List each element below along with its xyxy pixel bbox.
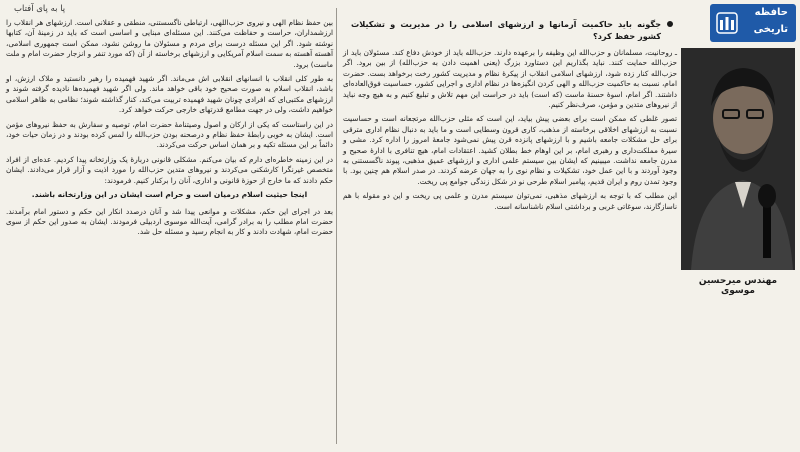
bullet-icon	[667, 21, 673, 27]
logo-text-line2: تاریخی	[753, 24, 788, 35]
column-divider	[336, 8, 337, 444]
running-head: پا به پای آفتاب	[14, 4, 66, 14]
question-text: جگونه باید حاکمیت آرمانها و ارزشهای اسلامی را در مدیریت و تشکیلات کشور حفظ کرد؟	[351, 19, 661, 41]
left-column-body	[6, 18, 333, 242]
photo-caption: مهندس میرحسین موسوی	[698, 276, 778, 296]
left-paragraph: در این راستاست که یکی از ارکان و اصول وصیتنامهٔ حضرت امام، توصیه و سفارش به حفظ نیروهای مؤمن است. ایشان به خوبی رابطهٔ حفظ نظام و درصحنه بودن حزب‌الله را لمس کرده بودند و در زمان حیات خود، دائماً بر این مسئله تکیه و بر همان اساس حرکت می‌کردند.	[6, 119, 333, 150]
left-paragraph: در این زمینه خاطره‌ای دارم که بیان می‌کنم. مشکلی قانونی دربارهٔ یک وزارتخانه پیدا کردیم. عده‌ای از افراد متخصص غیرنگرا کارشکنی می‌کردند و نیروهای متدین حزب‌الله را مورد اذیت و آزار قرار می‌دادند. ایشان حکم دادند که ما خارج از حوزهٔ قانونی و اداری، آنان را برکنار کنیم. فرمودند:	[6, 154, 333, 185]
imam-quote: اینجا حیثیت اسلام درمیان است و حرام است ایشان در این وزارتخانه باشند.	[31, 190, 308, 200]
right-paragraph: تصور غلطی که ممکن است برای بعضی پیش بیاید، این است که مثلی حزب‌الله مرتجعانه است و حساسیت نسبت به ارزشهای اخلاقی برخاسته از مذهب، کاری قرون وسطایی است و ما باید به دنبال نظام اداری مترقی برای حل مشکلات جامعه باشیم و با ارزشهای پانزده قرن پیش نمی‌شود جامعهٔ امروز را اداره کرد. مشی و سیرهٔ مملکت‌داری و رهبری امام، بر این اوهام خط بطلان کشید. اعتقادات امام، هیچ تنافری با ادارهٔ صحیح و مدرن جامعه نداشت. میبینیم که ایشان بین سیستم علمی اداری و ارزشهای عمیق مذهبی، پیوند ناگسستنی به وجود آوردند و با این عمل خود، تشکیلات و نظام نوی را به جهان عرضه کردند. در صدر اسلام هم چنین بود. با وجود تمدن روم و ایران قدیم، پیامبر اسلام طرحی نو در شکل زندگی جوامع پی ریخت.	[343, 114, 677, 186]
right-column-body	[343, 48, 677, 212]
interview-question	[351, 18, 673, 42]
logo-mark-icon	[716, 12, 738, 34]
left-text-column	[6, 4, 333, 448]
left-paragraph: بین حفظ نظام الهی و نیروی حزب‌اللهی، ارتباطی ناگسستنی، منطقی و عقلانی است. ارزشهای هر انقلاب را ارزشمداران، حراست و حفاظت می‌کنند. این مسئله‌ای مبنایی و اساسی است که باید در زمینهٔ آن، کتابها نوشته شود. اگر این مسئله درست برای مردم و مسئولان ما روشن نشود، ممکن است جمهوری اسلامی، آهسته آهسته به سمت اسلام آمریکایی و ارزشهای برخاسته از آن (که مورد تنفر و انزجار حضرت امام و ملت ماست) برود.	[6, 18, 333, 69]
right-text-column	[343, 4, 677, 448]
left-paragraph: به طور کلی انقلاب با انسانهای انقلابی اش می‌ماند. اگر شهید فهمیده را رهبر دانستید و ملاک ارزش، او باشد، انقلاب اسلام به صورت صحیح خود باقی خواهد ماند. ولی اگر شهید فهمیده‌ها نادیده گرفته شوند و ارزشهای مکتبی‌ای که افرادی چونان شهید فهمیده تربیت می‌کند، کنار گذاشته شوند؛ نظامی به ظاهر اسلامی خواهیم داشت، ولی در جهت مطامع قدرتهای خارجی حرکت خواهد کرد.	[6, 74, 333, 115]
logo-text-line1: حافظه	[754, 7, 788, 18]
left-paragraph: بعد در اجرای این حکم، مشکلات و موانعی پیدا شد و آنان درصدد انکار این حکم و دستور امام برآمدند. حضرت امام مطلب را به برادر گرامی، آیت‌الله موسوی اردبیلی فرمودند. ایشان به صدور این حکم از سوی حضرت امام، شهادت دادند و کار به انجام رسید و مسئله حل شد.	[6, 206, 333, 237]
site-logo	[710, 4, 796, 42]
portrait-photo	[681, 48, 795, 270]
portrait-illustration	[681, 48, 795, 270]
right-paragraph: این مطلب که با توجه به ارزشهای مذهبی، نمی‌توان سیستم مدرن و علمی پی ریخت و این دو مقوله با هم ناسازگارند، سوغاتی غربی و برداشتی اسلام ناشناسانه است.	[343, 191, 677, 211]
portrait-column	[681, 48, 795, 448]
right-paragraph: ـ روحانیت، مسلمانان و حزب‌الله این وظیفه را برعهده دارند. حزب‌الله باید از خودش دفاع کند. مسئولان باید از حزب‌الله حمایت کنند. نباید بگذاریم این دستاورد بزرگ (یعنی اهمیت دادن به حزب‌الله) از بین برود. اگر حزب‌الله کنار زده شود، ارزشهای اسلامی انقلاب از پیکرهٔ نظام و مدیریت کشور رخت برخواهد بست. حضرت امام، نسبت به حاکمیت حزب‌الله و الهی کردن انگیزه‌ها در نظام اداری و اجرایی کشور، حساسیت فوق‌العاده‌ای داشتند. اگر امام، اسوهٔ حسنهٔ ماست (که است) باید در حراست این مهم تلاش و تبلیغ کنیم و به هیچ وجه نباید از نیروهای متدین و مؤمن، صرف‌نظر کنیم.	[343, 48, 677, 110]
